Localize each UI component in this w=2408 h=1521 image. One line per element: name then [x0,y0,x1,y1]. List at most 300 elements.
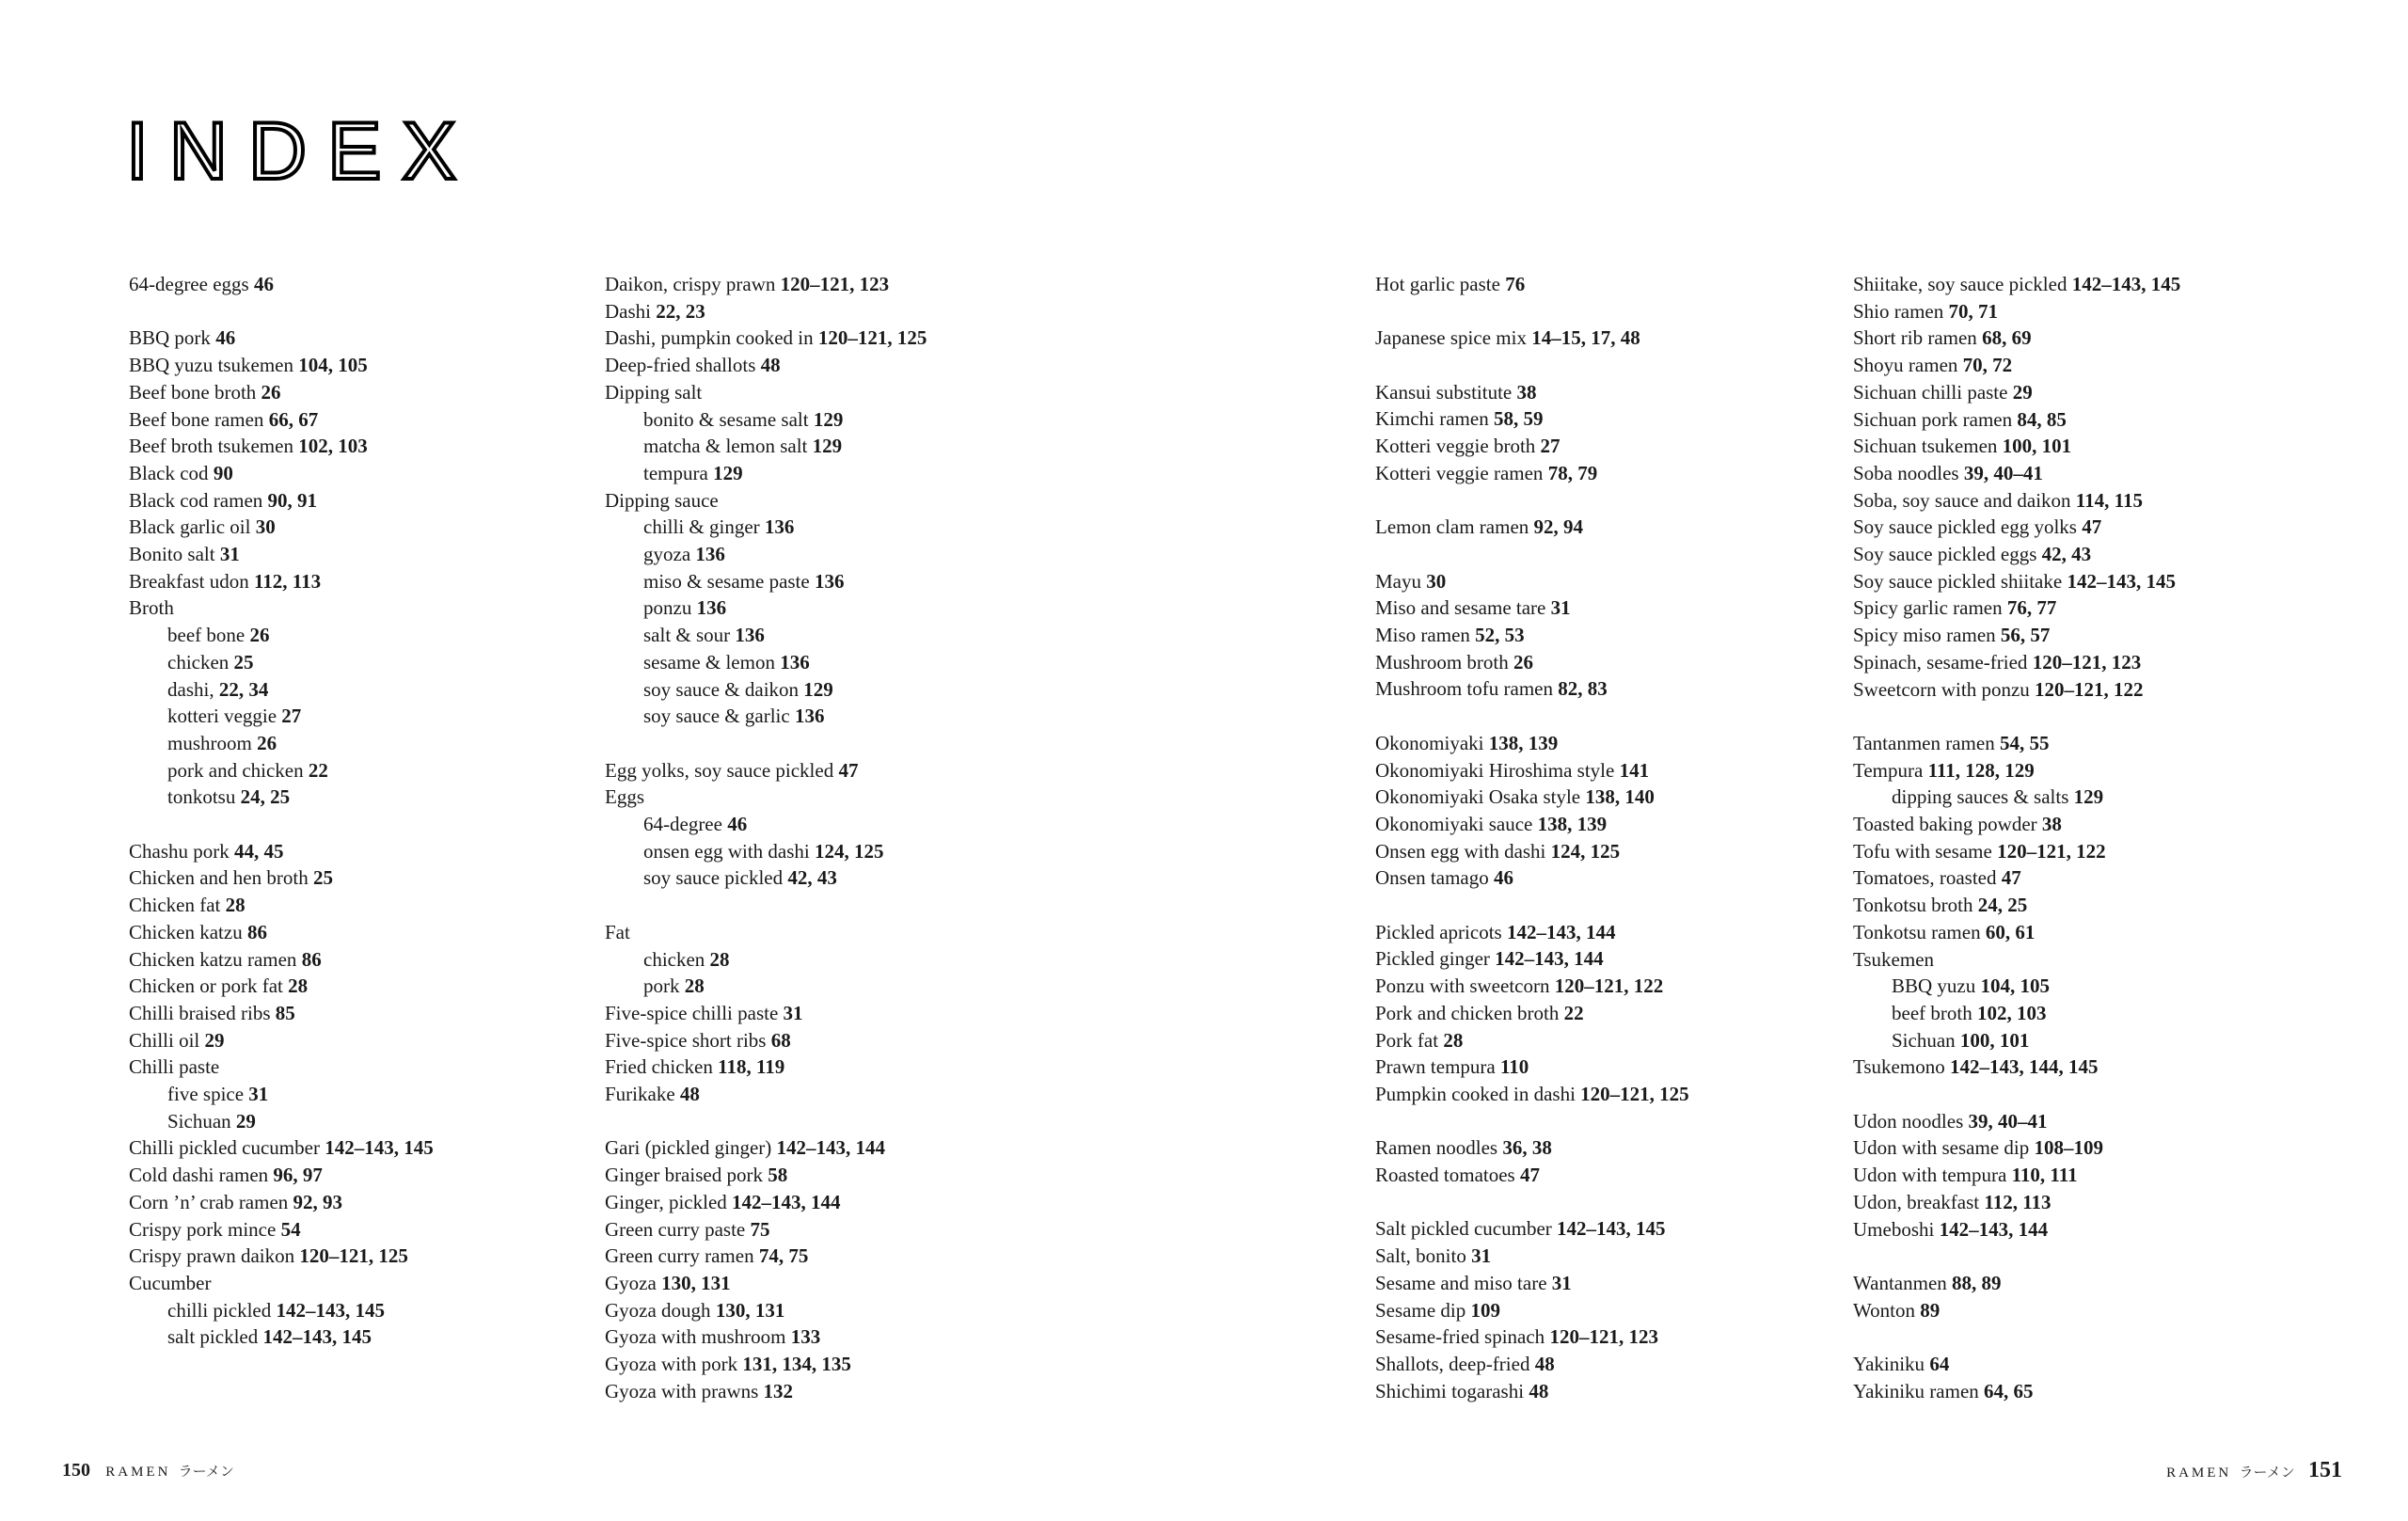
entry-term: Gyoza with pork [605,1353,738,1376]
entry-page-numbers: 25 [312,866,333,890]
entry-page-numbers: 39, 40–41 [1968,1109,2048,1133]
entry-term: Crispy prawn daikon [129,1244,295,1268]
index-entry [1375,325,1827,352]
index-entry [129,838,580,865]
index-entry [1375,649,1827,676]
entry-term: Tsukemono [1853,1055,1945,1079]
footer-right [2166,1459,2342,1484]
index-entry [129,1000,580,1027]
entry-term: gyoza [643,543,691,566]
entry-term: Gyoza [605,1271,657,1294]
entry-term: Tonkotsu broth [1853,894,1973,917]
entry-page-numbers: 66, 67 [268,407,319,431]
entry-page-numbers: 38 [2041,813,2062,836]
entry-term: Fat [605,920,630,943]
entry-page-numbers: 142–143, 144 [1506,920,1616,943]
entry-page-numbers: 131, 134, 135 [742,1353,851,1376]
entry-page-numbers: 30 [255,515,276,539]
entry-term: Tomatoes, roasted [1853,866,1997,890]
entry-page-numbers: 142–143, 145 [325,1136,434,1160]
index-entry [605,1270,1056,1297]
index-entry [129,1216,580,1244]
entry-page-numbers: 124, 125 [814,839,884,863]
entry-page-numbers: 120–121, 125 [817,326,927,350]
entry-term: ponzu [643,596,692,620]
index-entry [1853,514,2305,541]
index-subentry [605,433,1056,460]
index-entry [129,973,580,1000]
entry-page-numbers: 138, 139 [1537,812,1608,835]
entry-term: Corn ’n’ crab ramen [129,1190,289,1213]
entry-page-numbers: 133 [790,1325,821,1349]
index-entry [129,271,580,298]
entry-page-numbers: 142–143, 144 [1495,947,1604,971]
entry-page-numbers: 120–121, 122 [1997,839,2106,863]
entry-term: five spice [167,1083,245,1106]
index-entry [1853,864,2305,892]
entry-page-numbers: 27 [281,705,302,728]
entry-term: Green curry paste [605,1217,746,1241]
index-entry [1853,568,2305,595]
entry-term: Five-spice chilli paste [605,1001,779,1024]
entry-page-numbers: 112, 113 [253,569,322,593]
entry-term: Shoyu ramen [1853,354,1958,377]
index-entry [605,487,1056,515]
entry-page-numbers: 142–143, 144 [776,1136,886,1160]
entry-page-numbers: 22, 34 [218,677,269,701]
index-entry [605,784,1056,811]
entry-term: Okonomiyaki Osaka style [1375,785,1581,809]
index-entry [1853,1297,2305,1324]
index-subentry [1853,973,2305,1000]
entry-term: sesame & lemon [643,650,775,673]
entry-term: dashi, [167,677,214,701]
page-number-right: 151 [2308,1458,2342,1482]
entry-term: Pork and chicken broth [1375,1001,1560,1024]
index-entry [1375,784,1827,811]
entry-term: Short rib ramen [1853,326,1977,350]
entry-page-numbers: 124, 125 [1550,839,1621,863]
entry-term: Breakfast udon [129,569,249,593]
index-subentry [129,676,580,704]
index-entry [1375,838,1827,865]
entry-term: Mushroom broth [1375,650,1509,673]
entry-page-numbers: 120–121, 125 [1580,1083,1689,1105]
index-subentry [605,541,1056,568]
entry-page-numbers: 120–121, 122 [2035,677,2144,701]
entry-term: beef bone [167,624,246,647]
index-entry [1375,433,1827,460]
entry-page-numbers: 76 [1505,273,1526,295]
entry-page-numbers: 111, 128, 129 [1927,758,2035,782]
entry-page-numbers: 52, 53 [1475,624,1525,647]
entry-page-numbers: 48 [679,1083,700,1106]
index-entry [1853,406,2305,434]
index-entry [1375,379,1827,406]
index-entry [129,460,580,487]
entry-page-numbers: 36, 38 [1502,1136,1552,1160]
entry-page-numbers: 58 [768,1164,788,1187]
entry-page-numbers: 31 [219,543,240,566]
index-entry [129,1243,580,1270]
entry-page-numbers: 129 [813,407,844,431]
index-subentry [129,1323,580,1351]
index-subentry [1853,1000,2305,1027]
entry-term: Okonomiyaki sauce [1375,812,1533,835]
entry-page-numbers: 104, 105 [1980,974,2050,998]
index-entry [129,406,580,434]
entry-page-numbers: 109 [1470,1298,1500,1322]
entry-term: Soy sauce pickled shiitake [1853,569,2063,593]
entry-term: Black cod ramen [129,488,263,512]
index-entry [1853,1351,2305,1378]
index-subentry [129,649,580,676]
index-letter-group [1853,730,2305,1081]
index-entry [1375,945,1827,973]
entry-term: Spinach, sesame-fried [1853,650,2028,673]
entry-term: Bonito salt [129,543,215,566]
entry-term: Furikake [605,1083,675,1106]
entry-term: dipping sauces & salts [1892,785,2069,809]
index-entry [129,1189,580,1216]
entry-term: Chicken fat [129,894,221,917]
entry-page-numbers: 78, 79 [1547,461,1598,484]
entry-page-numbers: 68 [770,1028,791,1052]
entry-page-numbers: 100, 101 [1959,1028,2030,1052]
entry-term: Tempura [1853,758,1924,782]
index-entry [129,892,580,919]
index-entry [1375,919,1827,946]
index-subentry [605,460,1056,487]
index-entry [1375,757,1827,784]
index-letter-group [605,919,1056,1108]
entry-term: Green curry ramen [605,1244,754,1268]
entry-page-numbers: 47 [2082,515,2102,539]
index-entry [605,352,1056,379]
entry-page-numbers: 26 [261,380,281,404]
entry-term: Shallots, deep-fried [1375,1353,1530,1375]
entry-page-numbers: 142–143, 145 [1557,1217,1666,1241]
index-letter-group [1375,325,1827,352]
entry-page-numbers: 142–143, 144, 145 [1949,1055,2099,1079]
index-subentry [605,864,1056,892]
index-entry [129,325,580,352]
entry-term: Lemon clam ramen [1375,515,1529,539]
entry-term: Dipping salt [605,380,703,404]
entry-page-numbers: 142–143, 145 [2071,273,2181,295]
entry-term: Umeboshi [1853,1217,1935,1241]
entry-term: mushroom [167,731,252,754]
entry-page-numbers: 28 [225,894,246,917]
entry-term: tempura [643,461,708,484]
index-subentry [1853,1027,2305,1054]
entry-term: onsen egg with dashi [643,839,810,863]
index-column-4 [1853,271,2305,1432]
index-entry [1853,1108,2305,1135]
entry-term: Gyoza dough [605,1298,711,1322]
index-entry [1375,811,1827,838]
index-entry [1853,594,2305,622]
entry-page-numbers: 92, 93 [293,1190,343,1213]
entry-term: beef broth [1892,1001,1972,1024]
entry-term: Soy sauce pickled eggs [1853,543,2037,566]
entry-page-numbers: 60, 61 [1985,920,2036,943]
entry-term: Kotteri veggie broth [1375,435,1536,458]
entry-term: Chilli pickled cucumber [129,1136,320,1160]
index-subentry [605,946,1056,974]
index-letter-group [1853,271,2305,703]
index-subentry [129,1081,580,1108]
entry-term: Five-spice short ribs [605,1028,767,1052]
entry-page-numbers: 102, 103 [298,435,368,458]
index-letter-group [1853,1270,2305,1323]
entry-page-numbers: 92, 94 [1533,515,1584,539]
entry-page-numbers: 136 [794,705,825,728]
index-entry [1375,460,1827,487]
entry-term: Dashi, pumpkin cooked in [605,326,814,350]
entry-term: Sichuan pork ramen [1853,407,2013,431]
entry-page-numbers: 24, 25 [240,785,291,809]
entry-page-numbers: 75 [750,1217,770,1241]
index-subentry [129,730,580,757]
entry-term: Crispy pork mince [129,1217,277,1241]
index-letter-group [1375,271,1827,298]
index-entry [605,1243,1056,1270]
entry-term: Shiitake, soy sauce pickled [1853,273,2067,295]
entry-term: Sichuan [1892,1028,1956,1052]
index-subentry [605,811,1056,838]
entry-term: salt & sour [643,624,731,647]
entry-term: Onsen egg with dashi [1375,839,1546,863]
index-entry [129,487,580,515]
entry-page-numbers: 120–121, 122 [1554,974,1664,998]
entry-term: Okonomiyaki Hiroshima style [1375,758,1615,782]
entry-term: Dipping sauce [605,488,719,512]
index-entry [1853,271,2305,298]
entry-page-numbers: 46 [215,326,236,350]
entry-page-numbers: 27 [1540,435,1560,458]
entry-term: Gyoza with prawns [605,1379,759,1402]
index-subentry [605,676,1056,704]
entry-term: Eggs [605,785,644,809]
index-entry [1375,864,1827,892]
entry-page-numbers: 138, 139 [1488,731,1559,754]
index-entry [1375,1297,1827,1324]
index-entry [1853,919,2305,946]
index-entry [1375,1215,1827,1243]
index-entry [129,514,580,541]
entry-page-numbers: 54, 55 [1999,731,2050,754]
entry-page-numbers: 136 [695,543,725,566]
index-entry [1853,730,2305,757]
entry-term: Udon, breakfast [1853,1190,1980,1213]
entry-term: Chilli paste [129,1055,220,1079]
index-letter-group [1853,1351,2305,1404]
entry-term: Chicken katzu [129,920,243,943]
entry-page-numbers: 86 [301,947,322,971]
index-entry [1853,757,2305,784]
entry-page-numbers: 118, 119 [718,1055,785,1079]
entry-page-numbers: 100, 101 [2002,435,2072,458]
index-letter-group [1375,1134,1827,1188]
entry-term: Black garlic oil [129,515,251,539]
entry-page-numbers: 102, 103 [1976,1001,2047,1024]
index-subentry [605,622,1056,649]
entry-term: Chilli oil [129,1028,200,1052]
index-entry [129,1270,580,1297]
entry-page-numbers: 142–143, 145 [2067,569,2176,593]
entry-page-numbers: 58, 59 [1493,407,1544,431]
entry-term: Pumpkin cooked in dashi [1375,1083,1576,1105]
entry-term: Udon noodles [1853,1109,1964,1133]
entry-page-numbers: 129 [812,435,843,458]
entry-term: Hot garlic paste [1375,273,1500,295]
entry-page-numbers: 26 [257,731,277,754]
entry-page-numbers: 142–143, 145 [262,1325,372,1349]
entry-page-numbers: 14–15, 17, 48 [1531,326,1640,350]
index-entry [1375,1027,1827,1054]
entry-page-numbers: 110 [1499,1055,1529,1079]
entry-term: BBQ yuzu tsukemen [129,354,293,377]
index-entry [1853,460,2305,487]
index-subentry [605,594,1056,622]
entry-page-numbers: 29 [235,1109,256,1133]
index-entry [1853,352,2305,379]
index-letter-group [129,838,580,1351]
index-entry [1853,298,2305,325]
entry-page-numbers: 129 [713,461,743,484]
entry-term: Black cod [129,461,209,484]
entry-term: Chicken and hen broth [129,866,309,890]
index-entry [605,325,1056,352]
entry-term: Pickled ginger [1375,947,1490,971]
index-letter-group [1853,1108,2305,1244]
entry-term: Soba noodles [1853,461,1959,484]
entry-term: Okonomiyaki [1375,731,1484,754]
entry-term: Udon with tempura [1853,1164,2007,1187]
index-letter-group [1375,568,1827,704]
entry-term: chilli & ginger [643,515,760,539]
entry-term: Sweetcorn with ponzu [1853,677,2030,701]
entry-page-numbers: 54 [280,1217,301,1241]
entry-page-numbers: 74, 75 [758,1244,809,1268]
entry-term: Kotteri veggie ramen [1375,461,1544,484]
entry-page-numbers: 89 [1920,1298,1941,1322]
entry-page-numbers: 28 [288,974,309,998]
entry-page-numbers: 84, 85 [2017,407,2067,431]
entry-page-numbers: 142–143, 144 [1939,1217,2049,1241]
entry-page-numbers: 70, 72 [1962,354,2013,377]
entry-term: Deep-fried shallots [605,354,756,377]
index-entry [1853,541,2305,568]
entry-term: Cold dashi ramen [129,1164,269,1187]
index-entry [1853,325,2305,352]
index-entry [605,1323,1056,1351]
entry-page-numbers: 26 [249,624,270,647]
index-entry [129,1134,580,1162]
index-entry [1375,405,1827,433]
index-entry [1375,1081,1827,1108]
entry-page-numbers: 70, 71 [1948,299,1998,323]
index-letter-group [605,271,1056,730]
entry-term: Yakiniku [1853,1353,1925,1376]
entry-term: pork and chicken [167,758,304,782]
entry-term: Pork fat [1375,1028,1439,1052]
entry-page-numbers: 114, 115 [2075,488,2143,512]
entry-term: Ginger, pickled [605,1190,727,1213]
entry-term: Fried chicken [605,1055,713,1079]
index-subentry [129,1297,580,1324]
entry-page-numbers: 26 [1513,650,1533,673]
entry-term: BBQ pork [129,326,211,350]
index-subentry [605,514,1056,541]
entry-term: Shichimi togarashi [1375,1379,1525,1402]
running-title-jp: ラーメン [178,1463,234,1480]
index-entry [129,541,580,568]
index-entry [129,919,580,946]
index-subentry [605,568,1056,595]
index-entry [1375,568,1827,595]
entry-term: BBQ yuzu [1892,974,1976,998]
entry-page-numbers: 25 [233,650,254,673]
entry-term: Mushroom tofu ramen [1375,677,1553,701]
entry-term: Wantanmen [1853,1271,1947,1294]
index-entry [1853,676,2305,704]
entry-page-numbers: 141 [1619,758,1650,782]
index-entry [1375,1351,1827,1378]
entry-page-numbers: 28 [1443,1028,1464,1052]
index-entry [1853,487,2305,515]
footer-left [62,1459,244,1483]
entry-page-numbers: 108–109 [2034,1136,2103,1160]
entry-page-numbers: 90 [213,461,233,484]
entry-term: bonito & sesame salt [643,407,809,431]
entry-term: Daikon, crispy prawn [605,273,776,295]
entry-term: 64-degree [643,813,722,836]
entry-term: Sichuan chilli paste [1853,380,2008,404]
entry-term: Beef broth tsukemen [129,435,293,458]
entry-page-numbers: 31 [1550,596,1571,620]
entry-term: Ginger braised pork [605,1164,763,1187]
entry-term: Beef bone broth [129,380,257,404]
index-subentry [605,406,1056,434]
entry-page-numbers: 47 [2001,866,2021,890]
entry-term: Sesame-fried spinach [1375,1325,1545,1349]
index-entry [605,1027,1056,1054]
entry-term: Onsen tamago [1375,866,1489,890]
index-entry [1853,811,2305,838]
entry-page-numbers: 132 [763,1379,794,1402]
entry-page-numbers: 136 [735,624,765,647]
entry-page-numbers: 22 [308,758,328,782]
index-entry [1853,1216,2305,1244]
entry-page-numbers: 42, 43 [2041,543,2092,566]
index-subentry [129,1108,580,1135]
index-entry [1375,514,1827,541]
entry-term: Tantanmen ramen [1853,731,1995,754]
entry-page-numbers: 46 [253,273,274,295]
index-subentry [129,703,580,730]
entry-term: soy sauce pickled [643,866,784,890]
running-title-jp: ラーメン [2239,1464,2295,1481]
running-title: RAMEN [105,1465,171,1480]
index-subentry [605,973,1056,1000]
entry-page-numbers: 120–121, 125 [299,1244,408,1268]
index-entry [1853,622,2305,649]
entry-page-numbers: 30 [1426,569,1447,593]
index-entry [1375,1243,1827,1270]
index-column-3 [1375,271,1827,1432]
